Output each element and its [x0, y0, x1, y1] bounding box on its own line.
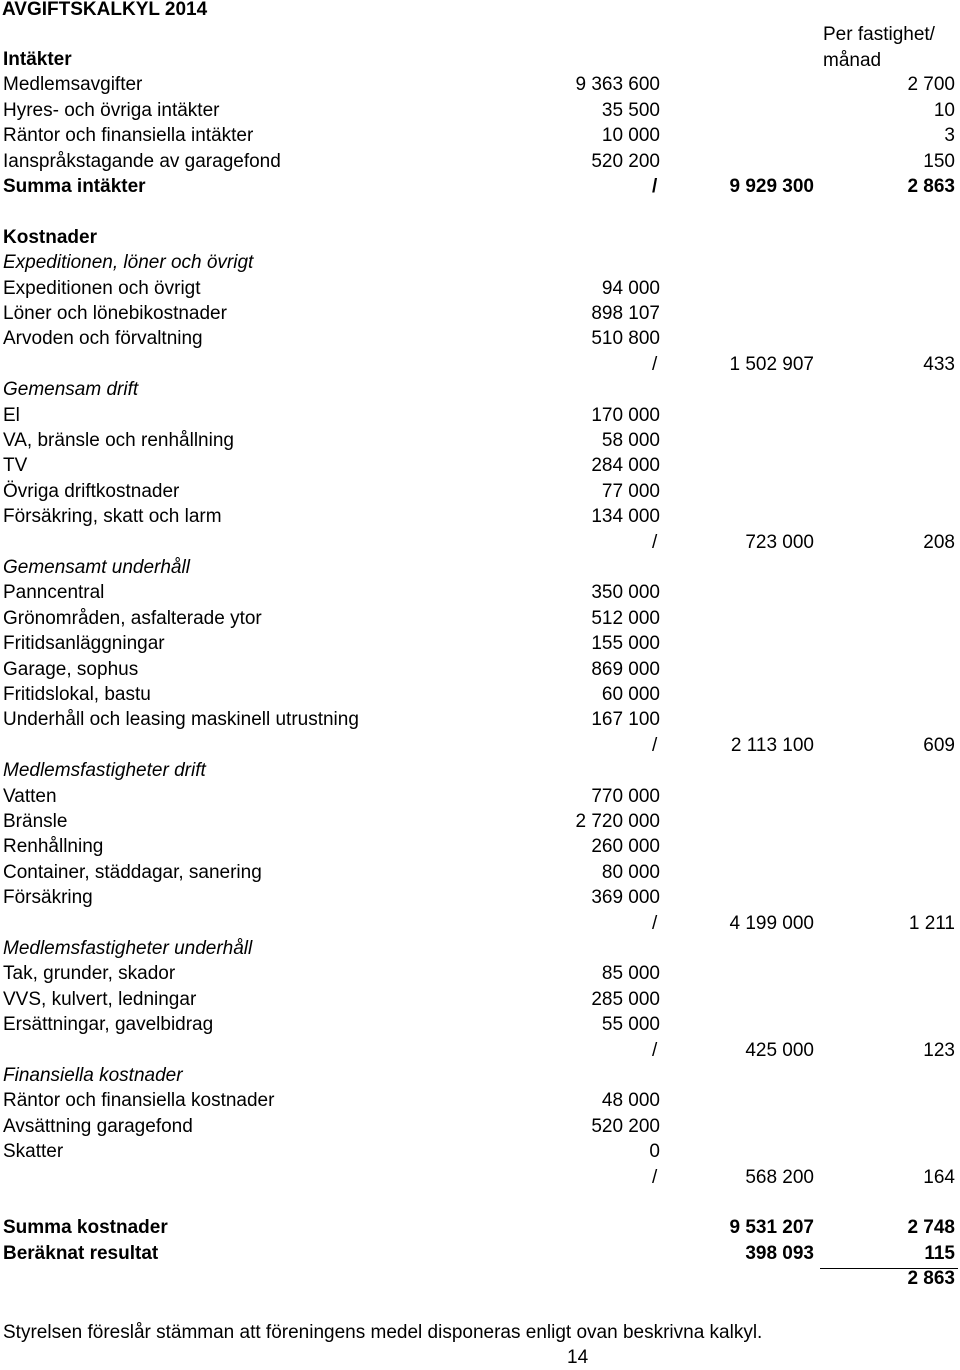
table-row: [0, 886, 960, 911]
table-row: [0, 353, 960, 378]
table-row: [0, 1140, 960, 1165]
row-label: VVS, kulvert, ledningar: [3, 988, 197, 1010]
row-label: Övriga driftkostnader: [3, 480, 180, 502]
row-per-month: 2 748: [907, 1217, 955, 1239]
row-label: Vatten: [3, 785, 57, 807]
table-row: [0, 404, 960, 429]
row-amount: 285 000: [591, 988, 660, 1010]
row-amount: 80 000: [601, 861, 660, 883]
column-header-line1: Per fastighet/: [823, 24, 935, 45]
table-row: [0, 226, 960, 251]
table-row: [0, 73, 960, 98]
row-amount: 898 107: [591, 303, 660, 324]
row-label: Ersättningar, gavelbidrag: [3, 1014, 214, 1036]
row-label: Medlemsavgifter: [3, 74, 143, 96]
row-label: Bränsle: [3, 811, 68, 832]
row-label: Panncentral: [3, 582, 105, 604]
table-row: [0, 810, 960, 835]
row-subtotal: 568 200: [745, 1166, 814, 1188]
row-amount: 35 500: [601, 99, 660, 121]
row-label: Löner och lönebikostnader: [3, 303, 227, 324]
table-row: [0, 429, 960, 454]
row-label: Gemensam drift: [3, 379, 139, 401]
row-per-month: 3: [944, 125, 955, 147]
table-row: [0, 531, 960, 556]
row-amount: 2 720 000: [575, 811, 660, 832]
table-row: [0, 200, 960, 225]
table-row: [0, 48, 960, 73]
row-subtotal: 9 531 207: [729, 1217, 814, 1239]
row-label: Garage, sophus: [3, 658, 139, 680]
row-per-month: 2 700: [907, 74, 955, 96]
table-row: [0, 1064, 960, 1089]
row-slash: /: [652, 176, 658, 197]
table-row: [0, 632, 960, 657]
table-row: [0, 175, 960, 200]
row-slash: /: [652, 1039, 658, 1061]
row-label: Summa kostnader: [3, 1217, 168, 1239]
table-row: [0, 99, 960, 124]
row-amount: 869 000: [591, 658, 660, 680]
row-label: Ianspråkstagande av garagefond: [3, 150, 281, 172]
row-per-month: 123: [923, 1039, 955, 1061]
row-amount: 155 000: [591, 633, 660, 655]
row-label: Fritidslokal, bastu: [3, 684, 151, 705]
row-label: Beräknat resultat: [3, 1242, 159, 1264]
table-row: [0, 912, 960, 937]
table-row: [0, 734, 960, 759]
table-row: [0, 962, 960, 987]
row-label: Hyres- och övriga intäkter: [3, 99, 220, 121]
row-per-month: 164: [923, 1166, 955, 1188]
row-slash: /: [652, 1166, 658, 1188]
row-amount: 284 000: [591, 455, 660, 477]
row-label: Grönområden, asfalterade ytor: [3, 607, 262, 629]
table-row: [0, 1191, 960, 1216]
row-amount: 55 000: [601, 1014, 660, 1036]
table-row: [0, 683, 960, 708]
row-amount: 60 000: [601, 684, 660, 705]
row-per-month: 2 863: [907, 176, 955, 197]
row-amount: 9 363 600: [575, 74, 660, 96]
row-label: TV: [3, 455, 28, 477]
row-label: Räntor och finansiella intäkter: [3, 125, 254, 147]
row-amount: 10 000: [601, 125, 660, 147]
row-amount: 520 200: [591, 1115, 660, 1137]
row-label: Avsättning garagefond: [3, 1115, 193, 1137]
document-title: AVGIFTSKALKYL 2014: [2, 0, 208, 20]
row-label: Gemensamt underhåll: [3, 557, 190, 578]
row-label: Finansiella kostnader: [3, 1065, 183, 1086]
table-row: [0, 1166, 960, 1191]
row-label: Skatter: [3, 1141, 64, 1163]
row-per-month: 208: [923, 531, 955, 553]
table-row: [0, 124, 960, 149]
table-row: [0, 1115, 960, 1140]
table-row: [0, 150, 960, 175]
row-subtotal: 4 199 000: [729, 912, 814, 934]
row-amount: 369 000: [591, 887, 660, 909]
table-row: [0, 785, 960, 810]
row-slash: /: [652, 734, 658, 756]
row-label: Summa intäkter: [3, 176, 146, 197]
table-row: [0, 277, 960, 302]
row-label: Expeditionen och övrigt: [3, 277, 201, 299]
row-label: Medlemsfastigheter drift: [3, 760, 206, 782]
row-subtotal: 2 113 100: [730, 734, 814, 756]
row-per-month: 1 211: [908, 912, 955, 934]
row-label: Räntor och finansiella kostnader: [3, 1090, 275, 1112]
table-row: [0, 1013, 960, 1038]
table-row: [0, 480, 960, 505]
table-row: [0, 658, 960, 683]
row-label: VA, bränsle och renhållning: [3, 430, 234, 451]
row-slash: /: [652, 912, 658, 934]
table-row: [0, 251, 960, 276]
page-number: 14: [567, 1347, 589, 1368]
column-header-line2: månad: [823, 50, 882, 71]
row-per-month: 433: [923, 353, 955, 375]
row-label: Kostnader: [3, 226, 97, 248]
table-row: [0, 861, 960, 886]
table-row: [0, 1242, 960, 1267]
row-amount: 770 000: [591, 785, 660, 807]
table-row: [0, 454, 960, 479]
row-amount: 134 000: [591, 506, 660, 528]
row-slash: /: [652, 353, 658, 375]
table-row: [0, 988, 960, 1013]
row-label: Container, städdagar, sanering: [3, 861, 262, 883]
table-row: [0, 708, 960, 733]
row-label: Tak, grunder, skador: [3, 963, 176, 985]
table-row: [0, 759, 960, 784]
row-subtotal: 425 000: [745, 1039, 814, 1061]
row-label: Fritidsanläggningar: [3, 633, 165, 655]
row-label: Försäkring: [3, 887, 93, 909]
table-row: [0, 1216, 960, 1241]
row-amount: 167 100: [591, 709, 660, 731]
row-subtotal: 1 502 907: [729, 353, 814, 375]
row-per-month: 115: [924, 1242, 955, 1264]
row-amount: 510 800: [591, 328, 660, 350]
table-row: [0, 1089, 960, 1114]
row-amount: 58 000: [601, 430, 660, 451]
row-amount: 48 000: [601, 1090, 660, 1112]
row-per-month: 609: [923, 734, 955, 756]
row-slash: /: [652, 531, 658, 553]
row-amount: 94 000: [601, 277, 660, 299]
row-label: El: [3, 404, 20, 426]
table-row: [0, 1267, 960, 1292]
row-per-month: 2 863: [907, 1268, 955, 1290]
row-label: Underhåll och leasing maskinell utrustning: [3, 709, 359, 731]
row-label: Arvoden och förvaltning: [3, 328, 203, 350]
row-amount: 260 000: [591, 836, 660, 858]
table-row: [0, 835, 960, 860]
row-amount: 170 000: [591, 404, 660, 426]
total-underline: [820, 1268, 958, 1269]
table-row: [0, 505, 960, 530]
table-row: [0, 937, 960, 962]
table-row: [0, 581, 960, 606]
closing-note: Styrelsen föreslår stämman att föreningens medel disponeras enligt ovan beskrivna kalkyl.: [3, 1322, 763, 1343]
row-per-month: 10: [933, 99, 955, 121]
table-row: [0, 378, 960, 403]
table-row: [0, 327, 960, 352]
row-subtotal: 398 093: [745, 1242, 814, 1264]
row-label: Intäkter: [3, 49, 72, 70]
row-label: Medlemsfastigheter underhåll: [3, 938, 253, 959]
table-row: [0, 302, 960, 327]
row-amount: 350 000: [591, 582, 660, 604]
row-subtotal: 723 000: [745, 531, 814, 553]
row-label: Försäkring, skatt och larm: [3, 506, 222, 528]
row-amount: 85 000: [601, 963, 660, 985]
row-amount: 77 000: [601, 480, 660, 502]
row-amount: 512 000: [591, 607, 660, 629]
row-per-month: 150: [923, 150, 955, 172]
table-row: [0, 607, 960, 632]
table-row: [0, 556, 960, 581]
row-label: Renhållning: [3, 836, 104, 858]
table-row: [0, 1039, 960, 1064]
row-subtotal: 9 929 300: [729, 176, 814, 197]
row-amount: 520 200: [591, 150, 660, 172]
row-amount: 0: [649, 1141, 660, 1163]
row-label: Expeditionen, löner och övrigt: [3, 252, 254, 274]
